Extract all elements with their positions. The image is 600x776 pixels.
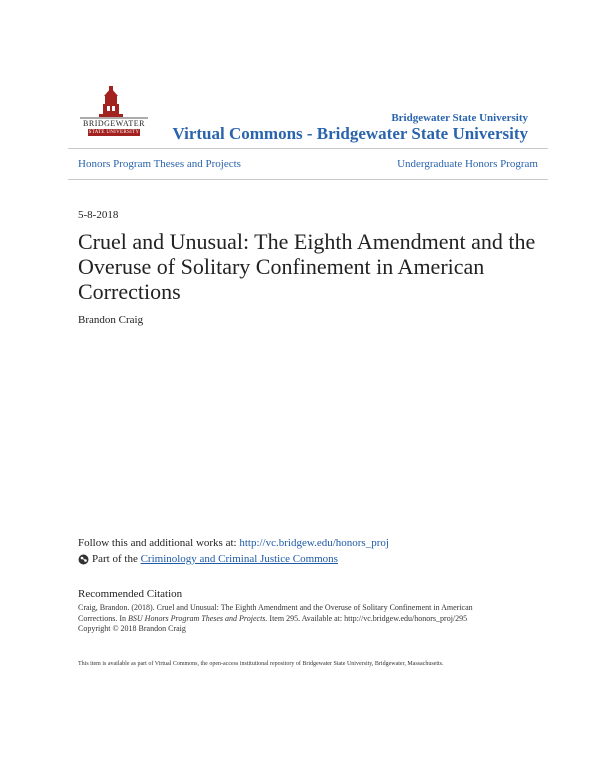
citation-line-1: Craig, Brandon. (2018). Cruel and Unusual: The Eighth Amendment and the Overuse of Solitary Confinement in American — [78, 603, 473, 612]
document-title: Cruel and Unusual: The Eighth Amendment and the Overuse of Solitary Confinement in American Corrections — [78, 229, 536, 304]
citation-line-2-end: Item 295. Available at: http://vc.bridgew.edu/honors_proj/295 — [267, 613, 468, 623]
part-of-line — [78, 553, 338, 565]
nav-divider — [68, 179, 548, 180]
nav-link-honors-theses[interactable]: Honors Program Theses and Projects — [78, 158, 241, 170]
citation-line-2-start: Corrections. In — [78, 613, 128, 623]
logo-text-top: BRIDGEWATER — [83, 119, 145, 128]
publication-date: 5-8-2018 — [78, 209, 119, 221]
collection-url-link[interactable]: http://vc.bridgew.edu/honors_proj — [239, 537, 389, 549]
author-name: Brandon Craig — [78, 314, 144, 326]
citation-heading: Recommended Citation — [78, 588, 183, 600]
part-prefix: Part of the — [92, 553, 138, 565]
institution-name-small[interactable]: Bridgewater State University — [391, 112, 528, 124]
logo-text-bottom: STATE UNIVERSITY — [88, 130, 140, 135]
university-logo — [78, 84, 150, 140]
citation-series-title: BSU Honors Program Theses and Projects. — [128, 613, 268, 623]
commons-link[interactable]: Criminology and Criminal Justice Commons — [140, 553, 338, 565]
follow-prefix: Follow this and additional works at: — [78, 537, 240, 549]
top-divider — [68, 148, 548, 149]
follow-line — [78, 537, 389, 549]
citation-line-3: Copyright © 2018 Brandon Craig — [78, 624, 186, 633]
nav-link-honors-program[interactable]: Undergraduate Honors Program — [397, 158, 538, 170]
repository-footer: This item is available as part of Virtual Commons, the open-access institutional repository of Bridgewater State University, Bridgewater, Massachusetts. — [78, 661, 444, 667]
citation-text — [78, 603, 548, 635]
citation-line-2 — [78, 614, 548, 625]
network-icon — [78, 554, 89, 565]
institution-name-large[interactable]: Virtual Commons - Bridgewater State University — [172, 124, 528, 143]
